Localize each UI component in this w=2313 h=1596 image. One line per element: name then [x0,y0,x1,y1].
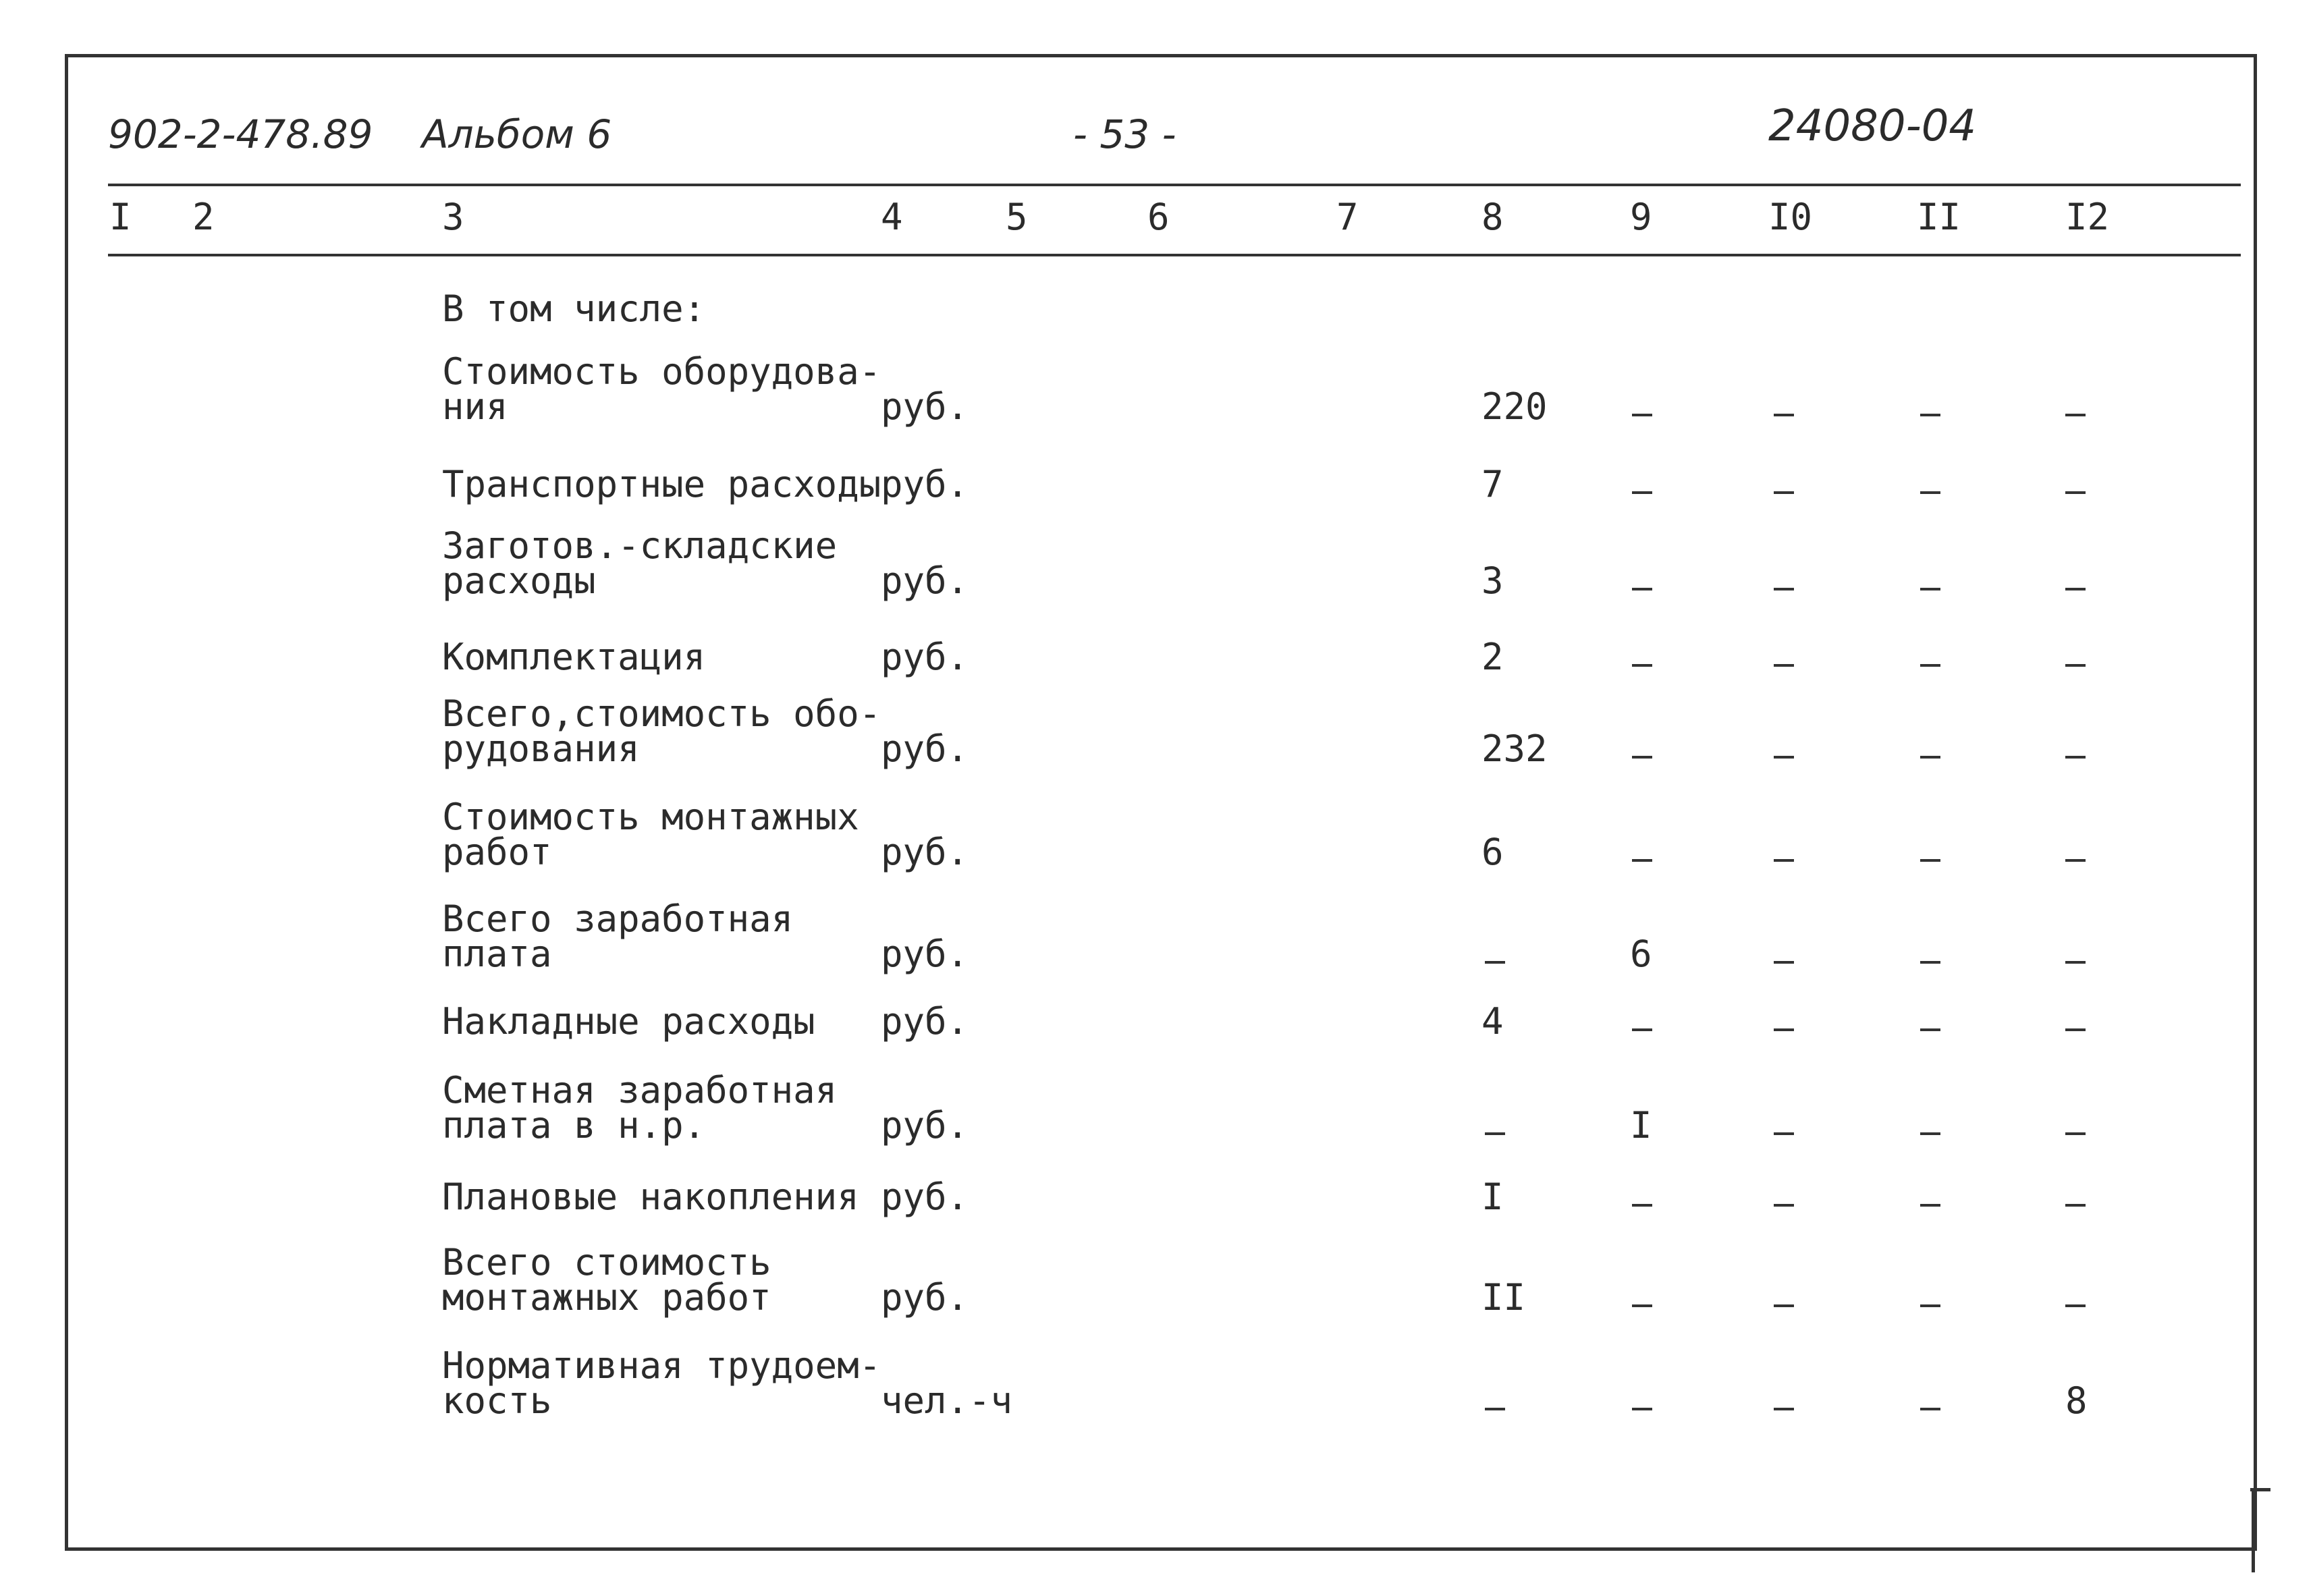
row-value-c8: 220 [1481,385,1548,428]
empty-value-dash [2065,1204,2086,1207]
column-number: 5 [1006,196,1028,238]
row-name: Всего,стоимость обо- рудования [442,692,881,770]
page-number: - 53 - [1073,111,1176,157]
column-number: 8 [1481,196,1504,238]
row-name: Стоимость монтажных работ [442,796,859,873]
empty-value-dash [1920,588,1940,590]
row-value-c9: I [1630,1104,1652,1147]
empty-value-dash [1774,491,1794,494]
empty-value-dash [2065,1028,2086,1031]
document-number: 24080-04 [1768,101,1977,151]
empty-value-dash [1632,414,1652,416]
column-number: I0 [1768,196,1813,238]
row-unit: руб. [881,1000,969,1043]
empty-value-dash [1774,1028,1794,1031]
empty-value-dash [1920,664,1940,667]
page-frame [65,54,2257,1551]
empty-value-dash [1774,859,1794,862]
row-name: Нормативная трудоем- кость [442,1344,881,1422]
row-value-c8: 7 [1481,463,1504,505]
empty-value-dash [1632,588,1652,590]
empty-value-dash [1632,756,1652,759]
header-rule-top [108,184,2241,186]
document-code: 902-2-478.89 [108,111,373,157]
row-unit: руб. [881,1176,969,1218]
row-name: Сметная заработная плата в н.р. [442,1069,838,1147]
empty-value-dash [2065,756,2086,759]
empty-value-dash [1485,1132,1505,1135]
row-value-c8: 2 [1481,636,1504,678]
row-name: Накладные расходы [442,1000,815,1043]
row-name: Транспортные расходы [442,463,881,505]
row-value-c12: 8 [2065,1379,2088,1422]
empty-value-dash [1774,1408,1794,1410]
row-unit: руб. [881,831,969,873]
empty-value-dash [1774,1304,1794,1307]
row-name: Плановые накопления [442,1176,859,1218]
empty-value-dash [1920,1304,1940,1307]
row-name: Всего заработная плата [442,898,794,975]
row-unit: руб. [881,727,969,770]
row-unit: руб. [881,463,969,505]
empty-value-dash [1485,1408,1505,1410]
empty-value-dash [1920,961,1940,964]
row-unit: чел.-ч [881,1379,1013,1422]
empty-value-dash [1632,1304,1652,1307]
row-unit: руб. [881,636,969,678]
column-number: I [109,196,132,238]
empty-value-dash [2065,588,2086,590]
empty-value-dash [1920,1028,1940,1031]
column-number: I2 [2065,196,2110,238]
empty-value-dash [1774,1204,1794,1207]
empty-value-dash [2065,491,2086,494]
empty-value-dash [1632,1408,1652,1410]
empty-value-dash [1774,756,1794,759]
empty-value-dash [1632,664,1652,667]
row-value-c8: 3 [1481,559,1504,602]
frame-corner-line [2252,1491,2255,1572]
column-number: 9 [1630,196,1652,238]
header-rule-bottom [108,254,2241,256]
empty-value-dash [1632,1028,1652,1031]
empty-value-dash [2065,1132,2086,1135]
column-number: 7 [1336,196,1359,238]
empty-value-dash [2065,1304,2086,1307]
row-value-c9: 6 [1630,933,1652,975]
empty-value-dash [1920,1132,1940,1135]
empty-value-dash [2065,961,2086,964]
column-number: II [1917,196,1961,238]
row-name: Комплектация [442,636,706,678]
empty-value-dash [1485,961,1505,964]
empty-value-dash [1632,491,1652,494]
column-number: 3 [442,196,464,238]
empty-value-dash [2065,859,2086,862]
row-unit: руб. [881,559,969,602]
empty-value-dash [1632,1204,1652,1207]
row-value-c8: II [1481,1276,1526,1319]
row-name: Стоимость оборудова- ния [442,350,881,428]
column-number: 6 [1147,196,1170,238]
empty-value-dash [1920,756,1940,759]
empty-value-dash [1920,859,1940,862]
row-unit: руб. [881,1276,969,1319]
empty-value-dash [1920,1408,1940,1410]
row-value-c8: 6 [1481,831,1504,873]
empty-value-dash [2065,664,2086,667]
column-number: 2 [192,196,215,238]
empty-value-dash [1920,491,1940,494]
empty-value-dash [1774,664,1794,667]
empty-value-dash [2065,414,2086,416]
row-name: Всего стоимость монтажных работ [442,1241,771,1319]
empty-value-dash [1774,414,1794,416]
row-value-c8: 232 [1481,727,1548,770]
row-unit: руб. [881,385,969,428]
column-number: 4 [881,196,903,238]
album-label: Альбом 6 [422,111,612,157]
empty-value-dash [1632,859,1652,862]
row-name: Заготов.-складские расходы [442,524,838,602]
empty-value-dash [1920,1204,1940,1207]
empty-value-dash [1774,1132,1794,1135]
row-unit: руб. [881,1104,969,1147]
row-value-c8: I [1481,1176,1504,1218]
row-unit: руб. [881,933,969,975]
empty-value-dash [1774,961,1794,964]
section-label: В том числе: [442,287,706,330]
empty-value-dash [1920,414,1940,416]
empty-value-dash [1774,588,1794,590]
row-value-c8: 4 [1481,1000,1504,1043]
